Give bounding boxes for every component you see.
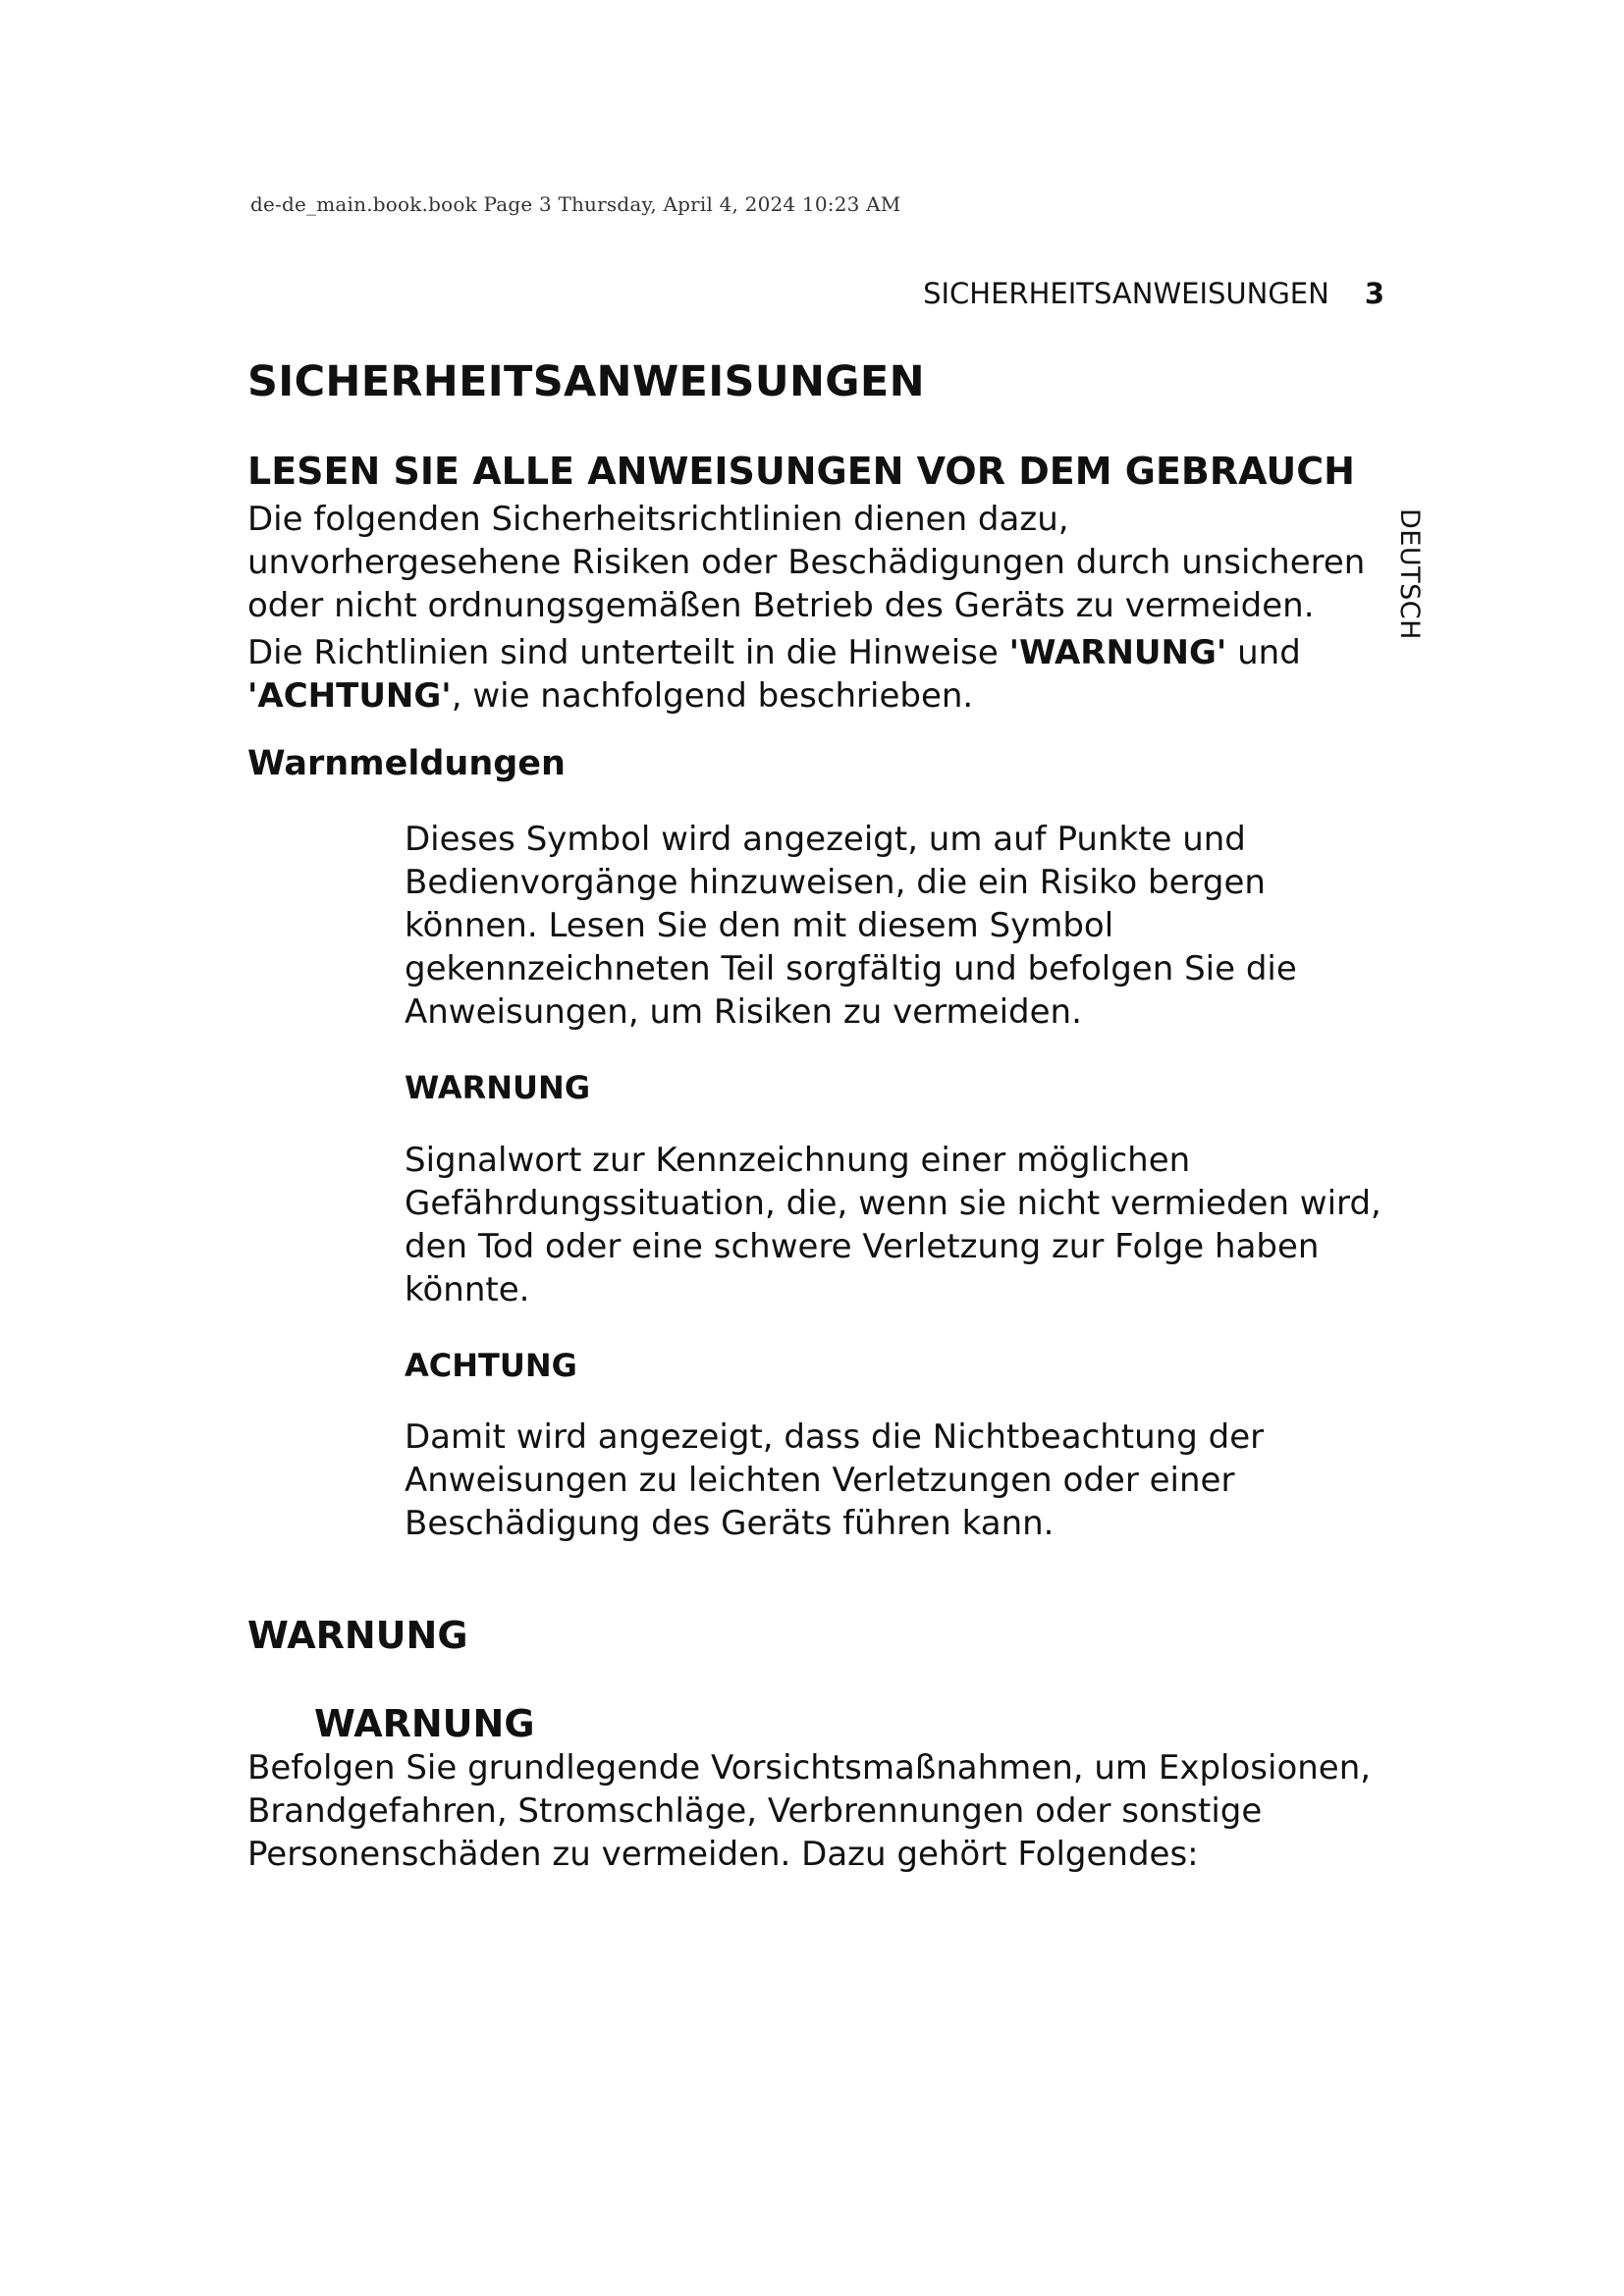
- warnung-term: 'WARNUNG': [1008, 633, 1227, 673]
- intro-paragraph: Die folgenden Sicherheitsrichtlinien dienen dazu, unvorhergesehene Risiken oder Beschädigungen durch unsicheren oder nicht ordnungsgemäßen Betrieb des Geräts zu vermeiden.: [247, 500, 1366, 626]
- warnung-description: Signalwort zur Kennzeichnung einer möglichen Gefährdungssituation, die, wenn sie nicht vermieden wird, den Tod oder eine schwere Verletzung zur Folge haben könnte.: [405, 1140, 1381, 1309]
- page-content: [247, 357, 1391, 1876]
- page-number: 3: [1364, 277, 1384, 310]
- warnung-subheading: WARNUNG: [314, 1701, 535, 1745]
- warnung-section-heading: WARNUNG: [247, 1613, 468, 1657]
- print-stamp: de-de_main.book.book Page 3 Thursday, April 4, 2024 10:23 AM: [250, 192, 901, 216]
- guideline-suffix: , wie nachfolgend beschrieben.: [451, 676, 974, 717]
- guideline-prefix: Die Richtlinien sind unterteilt in die Hinweise: [247, 633, 1009, 673]
- read-all-heading: LESEN SIE ALLE ANWEISUNGEN VOR DEM GEBRAUCH: [247, 449, 1355, 493]
- running-header-title: SICHERHEITSANWEISUNGEN: [923, 277, 1329, 310]
- page-title: SICHERHEITSANWEISUNGEN: [247, 357, 925, 406]
- guideline-paragraph: [247, 631, 1391, 718]
- achtung-label: ACHTUNG: [405, 1346, 577, 1384]
- precautions-paragraph: Befolgen Sie grundlegende Vorsichtsmaßnahmen, um Explosionen, Brandgefahren, Stromschläge, Verbrennungen oder sonstige Personenschäden zu vermeiden. Dazu gehört Folgendes:: [247, 1748, 1372, 1875]
- warnmeldungen-heading: Warnmeldungen: [247, 744, 566, 784]
- running-header: [923, 277, 1384, 310]
- language-tab: DEUTSCH: [1394, 508, 1425, 640]
- achtung-description: Damit wird angezeigt, dass die Nichtbeachtung der Anweisungen zu leichten Verletzungen oder einer Beschädigung des Geräts führen kann.: [405, 1416, 1265, 1543]
- warnung-label: WARNUNG: [405, 1069, 591, 1107]
- achtung-term: 'ACHTUNG': [247, 676, 452, 717]
- warnmeldungen-block: [405, 818, 1391, 1545]
- guideline-und: und: [1226, 633, 1301, 673]
- symbol-description: Dieses Symbol wird angezeigt, um auf Punkte und Bedienvorgänge hinzuweisen, die ein Risiko bergen können. Lesen Sie den mit diesem Symbol gekennzeichneten Teil sorgfältig und befolgen Sie die Anweisungen, um Risiken zu vermeiden.: [405, 820, 1297, 1033]
